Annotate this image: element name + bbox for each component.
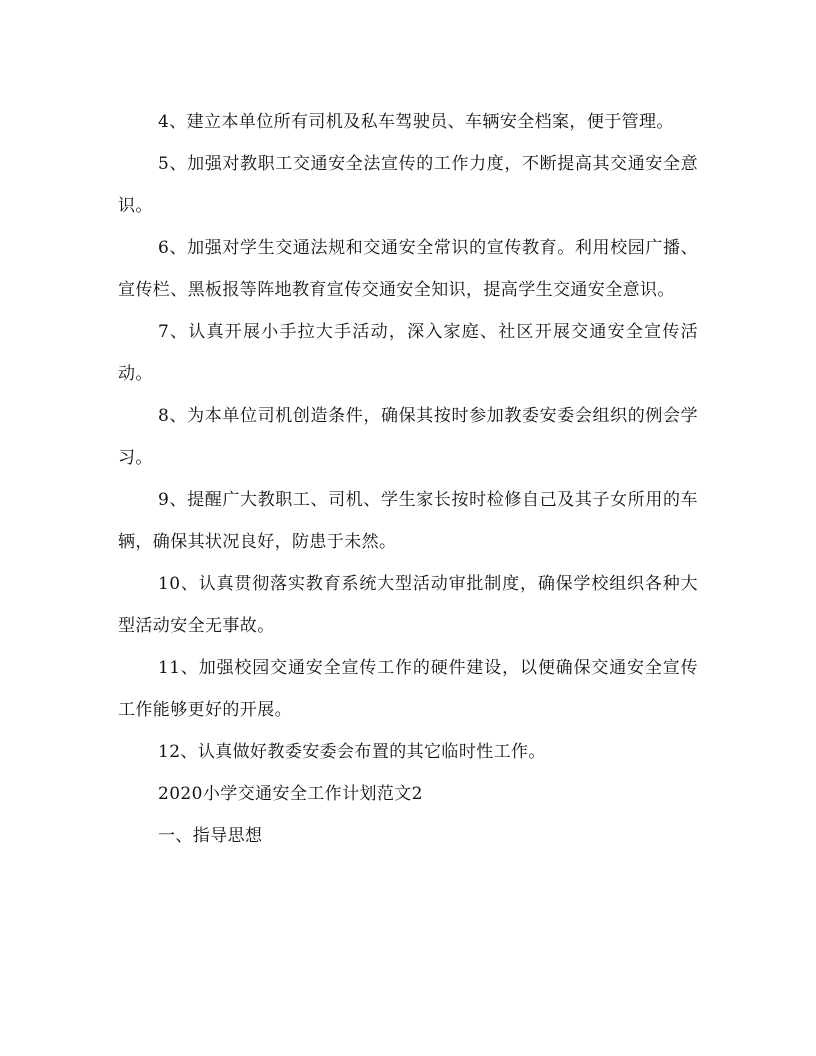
paragraph-item-7: 7、认真开展小手拉大手活动，深入家庭、社区开展交通安全宣传活动。	[118, 322, 698, 384]
document-body	[118, 101, 698, 857]
paragraph-item-5: 5、加强对教职工交通安全法宣传的工作力度，不断提高其交通安全意识。	[118, 154, 698, 216]
paragraph-item-11: 11、加强校园交通安全宣传工作的硬件建设，以便确保交通安全宣传工作能够更好的开展。	[118, 658, 698, 720]
section-title: 2020小学交通安全工作计划范文2	[158, 784, 423, 804]
paragraph-item-12: 12、认真做好教委安委会布置的其它临时性工作。	[158, 742, 546, 762]
section-heading: 一、指导思想	[158, 826, 263, 846]
paragraph-item-4: 4、建立本单位所有司机及私车驾驶员、车辆安全档案，便于管理。	[158, 112, 674, 132]
paragraph-item-8: 8、为本单位司机创造条件，确保其按时参加教委安委会组织的例会学习。	[118, 406, 698, 468]
paragraph-item-6: 6、加强对学生交通法规和交通安全常识的宣传教育。利用校园广播、宣传栏、黑板报等阵地教育宣传交通安全知识，提高学生交通安全意识。	[118, 238, 698, 300]
paragraph-item-10: 10、认真贯彻落实教育系统大型活动审批制度，确保学校组织各种大型活动安全无事故。	[118, 574, 698, 636]
paragraph-item-9: 9、提醒广大教职工、司机、学生家长按时检修自己及其子女所用的车辆，确保其状况良好，防患于未然。	[118, 490, 698, 552]
